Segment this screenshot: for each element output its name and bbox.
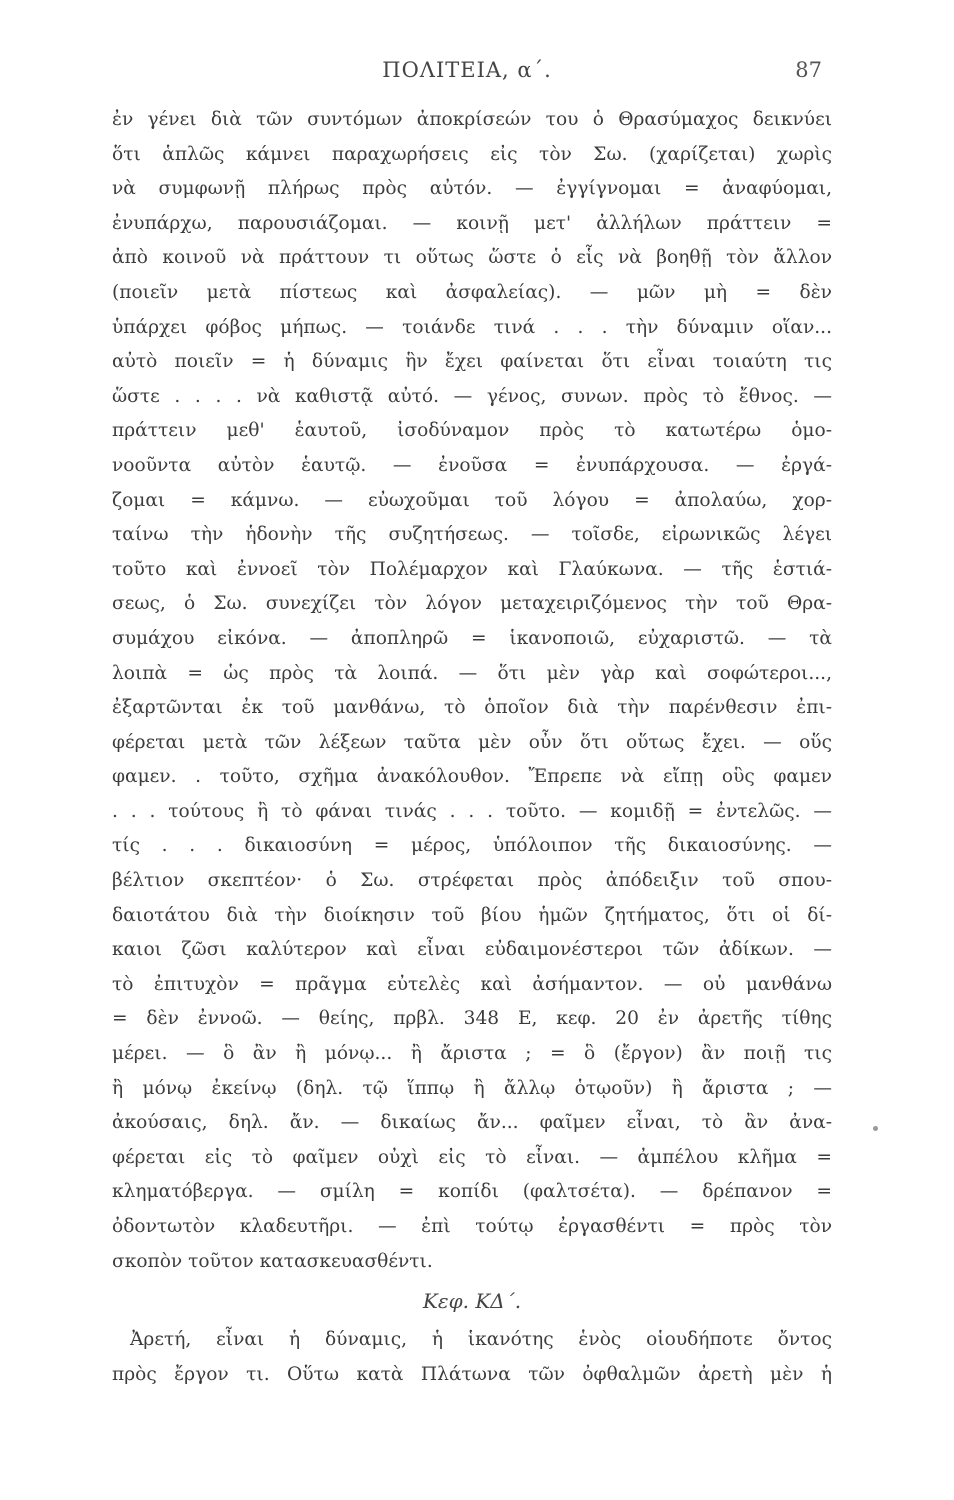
text-line: (ποιεῖν μετὰ πίστεως καὶ ἀσφαλείας). — μῶν μὴ = δὲν — [112, 281, 832, 303]
text-line: νοοῦντα αὐτὸν ἑαυτῷ. — ἐνοῦσα = ἐνυπάρχουσα. — ἐργά- — [112, 454, 832, 476]
text-line: ἀπὸ κοινοῦ νὰ πράττουν τι οὕτως ὥστε ὁ εἷς νὰ βοηθῇ τὸν ἄλλον — [112, 247, 832, 269]
text-line: δαιοτάτου διὰ τὴν διοίκησιν τοῦ βίου ἡμῶν ζητήματος, ὅτι οἱ δί- — [112, 904, 832, 926]
text-line: λοιπὰ = ὡς πρὸς τὰ λοιπά. — ὅτι μὲν γὰρ καὶ σοφώτεροι..., — [112, 662, 832, 684]
text-line: μέρει. — ὃ ἂν ἢ μόνῳ... ἢ ἄριστα ; = ὃ (ἔργον) ἂν ποιῇ τις — [112, 1043, 832, 1065]
text-line: Ἀρετή, εἶναι ἡ δύναμις, ἡ ἱκανότης ἑνὸς οἱουδήποτε ὄντος — [130, 1329, 832, 1351]
text-line: ἢ μόνῳ ἐκείνῳ (δηλ. τῷ ἵππῳ ἢ ἄλλῳ ὁτῳοῦν) ἢ ἄριστα ; — — [112, 1077, 832, 1099]
chapter-heading: Κεφ. ΚΔ΄. — [422, 1289, 522, 1314]
text-line: φέρεται εἰς τὸ φαῖμεν οὐχὶ εἰς τὸ εἶναι. — ἀμπέλου κλῆμα = — [112, 1146, 832, 1168]
text-line: νὰ συμφωνῇ πλήρως πρὸς αὐτόν. — ἐγγίγνομαι = ἀναφύομαι, — [112, 178, 832, 200]
text-line: πράττειν μεθ' ἑαυτοῦ, ἰσοδύναμον πρὸς τὸ κατωτέρω ὁμο- — [112, 420, 832, 442]
text-line: καιοι ζῶσι καλύτερον καὶ εἶναι εὐδαιμονέστεροι τῶν ἀδίκων. — — [112, 939, 832, 961]
running-title: ΠΟΛΙΤΕΙΑ, α΄. — [382, 58, 552, 82]
text-line: τὸ ἐπιτυχὸν = πρᾶγμα εὐτελὲς καὶ ἀσήμαντον. — οὐ μανθάνω — [112, 973, 832, 995]
text-line: ταίνω τὴν ἡδονὴν τῆς συζητήσεως. — τοῖσδε, εἰρωνικῶς λέγει — [112, 524, 832, 546]
text-line: πρὸς ἔργον τι. Οὕτω κατὰ Πλάτωνα τῶν ὀφθαλμῶν ἀρετὴ μὲν ἡ — [112, 1363, 832, 1385]
text-line: τίς . . . δικαιοσύνη = μέρος, ὑπόλοιπον τῆς δικαιοσύνης. — — [112, 835, 832, 857]
text-line: ὑπάρχει φόβος μήπως. — τοιάνδε τινά . . . τὴν δύναμιν οἵαν... — [112, 316, 832, 338]
text-line: . . . τούτους ἢ τὸ φάναι τινάς . . . τοῦτο. — κομιδῇ = ἐντελῶς. — — [112, 800, 832, 822]
text-line: ὥστε . . . . νὰ καθιστᾷ αὐτό. — γένος, συνων. πρὸς τὸ ἔθνος. — — [112, 385, 832, 407]
text-line: ἐν γένει διὰ τῶν συντόμων ἀποκρίσεών του ὁ Θρασύμαχος δεικνύει — [112, 109, 832, 130]
text-line: ὅτι ἁπλῶς κάμνει παραχωρήσεις εἰς τὸν Σω. (χαρίζεται) χωρὶς — [112, 143, 832, 165]
text-line: τοῦτο καὶ ἐννοεῖ τὸν Πολέμαρχον καὶ Γλαύκωνα. — τῆς ἑστιά- — [112, 558, 832, 580]
text-line: συμάχου εἰκόνα. — ἀποπληρῶ = ἱκανοποιῶ, εὐχαριστῶ. — τὰ — [112, 627, 832, 649]
text-line: φαμεν. . τοῦτο, σχῆμα ἀνακόλουθον. Ἔπρεπε νὰ εἴπῃ οὓς φαμεν — [112, 766, 832, 788]
text-line: ἐξαρτῶνται ἐκ τοῦ μανθάνω, τὸ ὁποῖον διὰ τὴν παρένθεσιν ἐπι- — [112, 697, 832, 719]
text-line: σεως, ὁ Σω. συνεχίζει τὸν λόγον μεταχειριζόμενος τὴν τοῦ Θρα- — [112, 593, 832, 615]
text-line: κληματόβεργα. — σμίλη = κοπίδι (φαλτσέτα). — δρέπανον = — [112, 1181, 832, 1203]
text-line: σκοπὸν τοῦτον κατασκευασθέντι. — [112, 1250, 433, 1272]
commentary-text — [112, 103, 832, 1392]
text-line: ὀδοντωτὸν κλαδευτῆρι. — ἐπὶ τούτῳ ἐργασθέντι = πρὸς τὸν — [112, 1216, 832, 1237]
text-line: ἀκούσαις, δηλ. ἄν. — δικαίως ἄν... φαῖμεν εἶναι, τὸ ἂν ἀνα- — [112, 1112, 832, 1134]
text-line: ἐνυπάρχω, παρουσιάζομαι. — κοινῇ μετ' ἀλλήλων πράττειν = — [112, 212, 832, 234]
text-line: βέλτιον σκεπτέον· ὁ Σω. στρέφεται πρὸς ἀπόδειξιν τοῦ σπου- — [112, 870, 832, 892]
page-number: 87 — [795, 58, 822, 82]
text-line: αὐτὸ ποιεῖν = ἡ δύναμις ἣν ἔχει φαίνεται ὅτι εἶναι τοιαύτη τις — [112, 351, 832, 373]
text-line: ζομαι = κάμνω. — εὐωχοῦμαι τοῦ λόγου = ἀπολαύω, χορ- — [112, 489, 832, 511]
text-line: = δὲν ἐννοῶ. — θείης, πρβλ. 348 Ε, κεφ. 20 ἐν ἀρετῆς τίθης — [112, 1008, 832, 1030]
margin-dot — [873, 1126, 878, 1131]
running-head — [112, 58, 822, 98]
text-line: φέρεται μετὰ τῶν λέξεων ταῦτα μὲν οὖν ὅτι οὕτως ἔχει. — οὕς — [112, 731, 832, 753]
